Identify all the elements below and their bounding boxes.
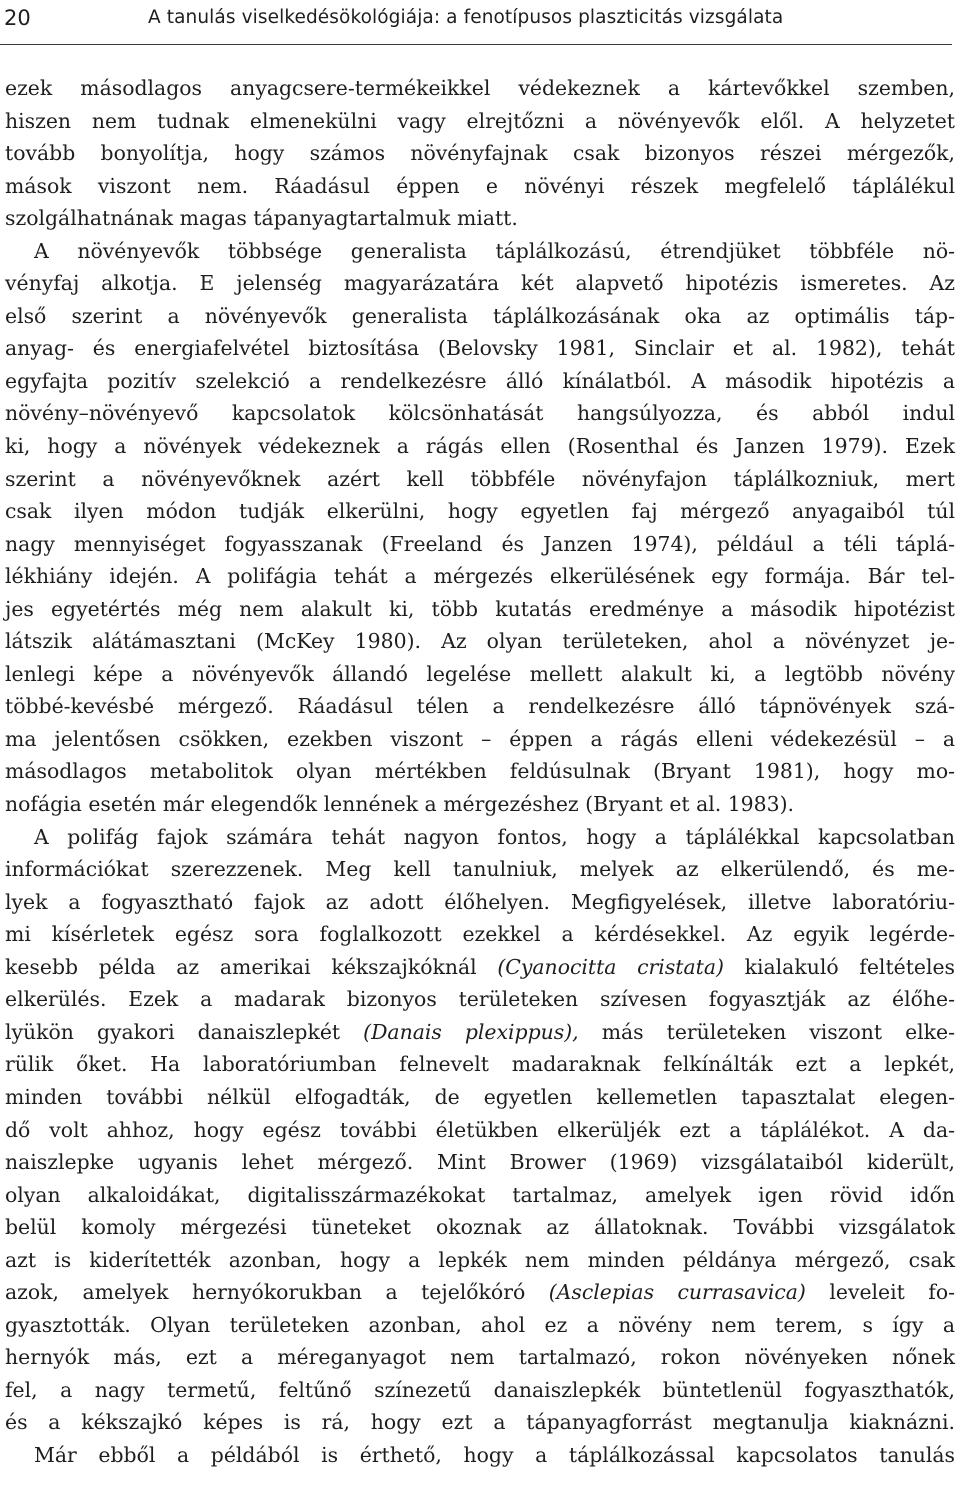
text-line: Már ebből a példából is érthető, hogy a táplálkozással kapcsolatos tanulás [34, 1442, 955, 1467]
body-text [5, 72, 955, 1472]
text-line: hiszen nem tudnak elmenekülni vagy elrejtőzni a növényevők elől. A helyzetet [5, 108, 955, 133]
text-line: elkerülés. Ezek a madarak bizonyos területeken szívesen fogyasztják az élőhe- [5, 987, 955, 1012]
text-line: anyag- és energiafelvétel biztosítása (Belovsky 1981, Sinclair et al. 1982), tehát [5, 336, 955, 361]
text-segment: lyükön gyakori danaiszlepkét [5, 1019, 364, 1044]
text-line: többé-kevésbé mérgező. Ráadásul télen a rendelkezésre álló tápnövények szá- [5, 694, 955, 719]
text-line [5, 1016, 955, 1049]
text-segment: leveleit fo- [805, 1280, 956, 1305]
text-line: vényfaj alkotja. E jelenség magyarázatára két alapvető hipotézis ismeretes. Az [5, 271, 955, 296]
text-line: naiszlepke ugyanis lehet mérgező. Mint Brower (1969) vizsgálataiból kiderült, [5, 1150, 955, 1175]
text-line [5, 951, 955, 984]
page-number: 20 [4, 6, 31, 30]
text-line: ma jelentősen csökken, ezekben viszont – éppen a rágás elleni védekezésül – a [5, 726, 955, 751]
text-line: látszik alátámasztani (McKey 1980). Az olyan területeken, ahol a növényzet je- [5, 629, 955, 654]
text-line: növény–növényevő kapcsolatok kölcsönhatását hangsúlyozza, és abból indul [5, 401, 955, 426]
text-line: lyek a fogyasztható fajok az adott élőhelyen. Megfigyelések, illetve laboratóriu- [5, 889, 955, 914]
species-name: (Danais plexippus), [363, 1019, 579, 1044]
text-line: első szerint a növényevők generalista táplálkozásának oka az optimális táp- [5, 303, 955, 328]
text-line [5, 1276, 955, 1309]
text-segment: azok, amelyek hernyókorukban a tejelőkóró [5, 1280, 549, 1305]
text-line: A növényevők többsége generalista táplálkozású, étrendjüket többféle nö- [34, 238, 955, 263]
text-line: információkat szerezzenek. Meg kell tanulniuk, melyek az elkerülendő, és me- [5, 857, 955, 882]
text-line: jes egyetértés még nem alakult ki, több kutatás eredménye a második hipotézist [5, 596, 955, 621]
text-line: dő volt ahhoz, hogy egész további életükben elkerüljék ezt a táplálékot. A da- [5, 1117, 955, 1142]
text-line: hernyók más, ezt a méreganyagot nem tartalmazó, rokon növényeken nőnek [5, 1345, 955, 1370]
species-name: (Cyanocitta cristata) [497, 954, 724, 979]
text-line: nofágia esetén már elegendők lennének a mérgezéshez (Bryant et al. 1983). [5, 792, 795, 817]
text-line: csak ilyen módon tudják elkerülni, hogy egyetlen faj mérgező anyagaiból túl [5, 499, 955, 524]
text-line: ki, hogy a növények védekeznek a rágás ellen (Rosenthal és Janzen 1979). Ezek [5, 434, 955, 459]
text-segment: más területeken viszont elke- [578, 1019, 955, 1044]
text-line: lékhiány idején. A polifágia tehát a mérgezés elkerülésének egy formája. Bár tel- [5, 564, 955, 589]
text-line: szolgálhatnának magas tápanyagtartalmuk miatt. [5, 206, 518, 231]
text-line: egyfajta pozitív szelekció a rendelkezésre álló kínálatból. A második hipotézis a [5, 368, 955, 393]
chapter-title: A tanulás viselkedésökológiája: a fenotípusos plaszticitás vizsgálata [148, 7, 784, 28]
species-name: (Asclepias currasavica) [548, 1280, 806, 1305]
text-line: mások viszont nem. Ráadásul éppen e növényi részek megfelelő táplálékul [5, 173, 955, 198]
text-segment: kialakuló feltételes [723, 954, 956, 979]
text-line: szerint a növényevőknek azért kell többféle növényfajon táplálkozniuk, mert [5, 466, 955, 491]
text-line: másodlagos metabolitok olyan mértékben feldúsulnak (Bryant 1981), hogy mo- [5, 759, 955, 784]
running-head [0, 0, 952, 45]
text-line: mi kísérletek egész sora foglalkozott ezekkel a kérdésekkel. Az egyik legérde- [5, 922, 955, 947]
text-line: rülik őket. Ha laboratóriumban felnevelt madaraknak felkínálták ezt a lepkét, [5, 1052, 955, 1077]
text-line: azt is kiderítették azonban, hogy a lepkék nem minden példánya mérgező, csak [5, 1247, 955, 1272]
text-line: olyan alkaloidákat, digitalisszármazékokat tartalmaz, amelyek igen rövid időn [5, 1182, 955, 1207]
text-line: fel, a nagy termetű, feltűnő színezetű danaiszlepkék büntetlenül fogyaszthatók, [5, 1377, 955, 1402]
text-line: és a kékszajkó képes is rá, hogy ezt a tápanyagforrást megtanulja kiaknázni. [5, 1410, 955, 1435]
text-line: belül komoly mérgezési tüneteket okoznak az állatoknak. További vizsgálatok [5, 1215, 955, 1240]
text-line: A polifág fajok számára tehát nagyon fontos, hogy a táplálékkal kapcsolatban [34, 824, 955, 849]
text-line: lenlegi képe a növényevők állandó legelése mellett alakult ki, a legtöbb növény [5, 661, 955, 686]
text-line: ezek másodlagos anyagcsere-termékeikkel védekeznek a kártevőkkel szemben, [5, 76, 955, 100]
text-line: minden további nélkül elfogadták, de egyetlen kellemetlen tapasztalat elegen- [5, 1084, 955, 1109]
text-line: nagy mennyiséget fogyasszanak (Freeland és Janzen 1974), például a téli táplá- [5, 531, 955, 556]
text-segment: kesebb példa az amerikai kékszajkóknál [5, 954, 498, 979]
text-line: gyasztották. Olyan területeken azonban, ahol ez a növény nem terem, s így a [5, 1312, 955, 1337]
text-line: tovább bonyolítja, hogy számos növényfajnak csak bizonyos részei mérgezők, [5, 141, 955, 166]
